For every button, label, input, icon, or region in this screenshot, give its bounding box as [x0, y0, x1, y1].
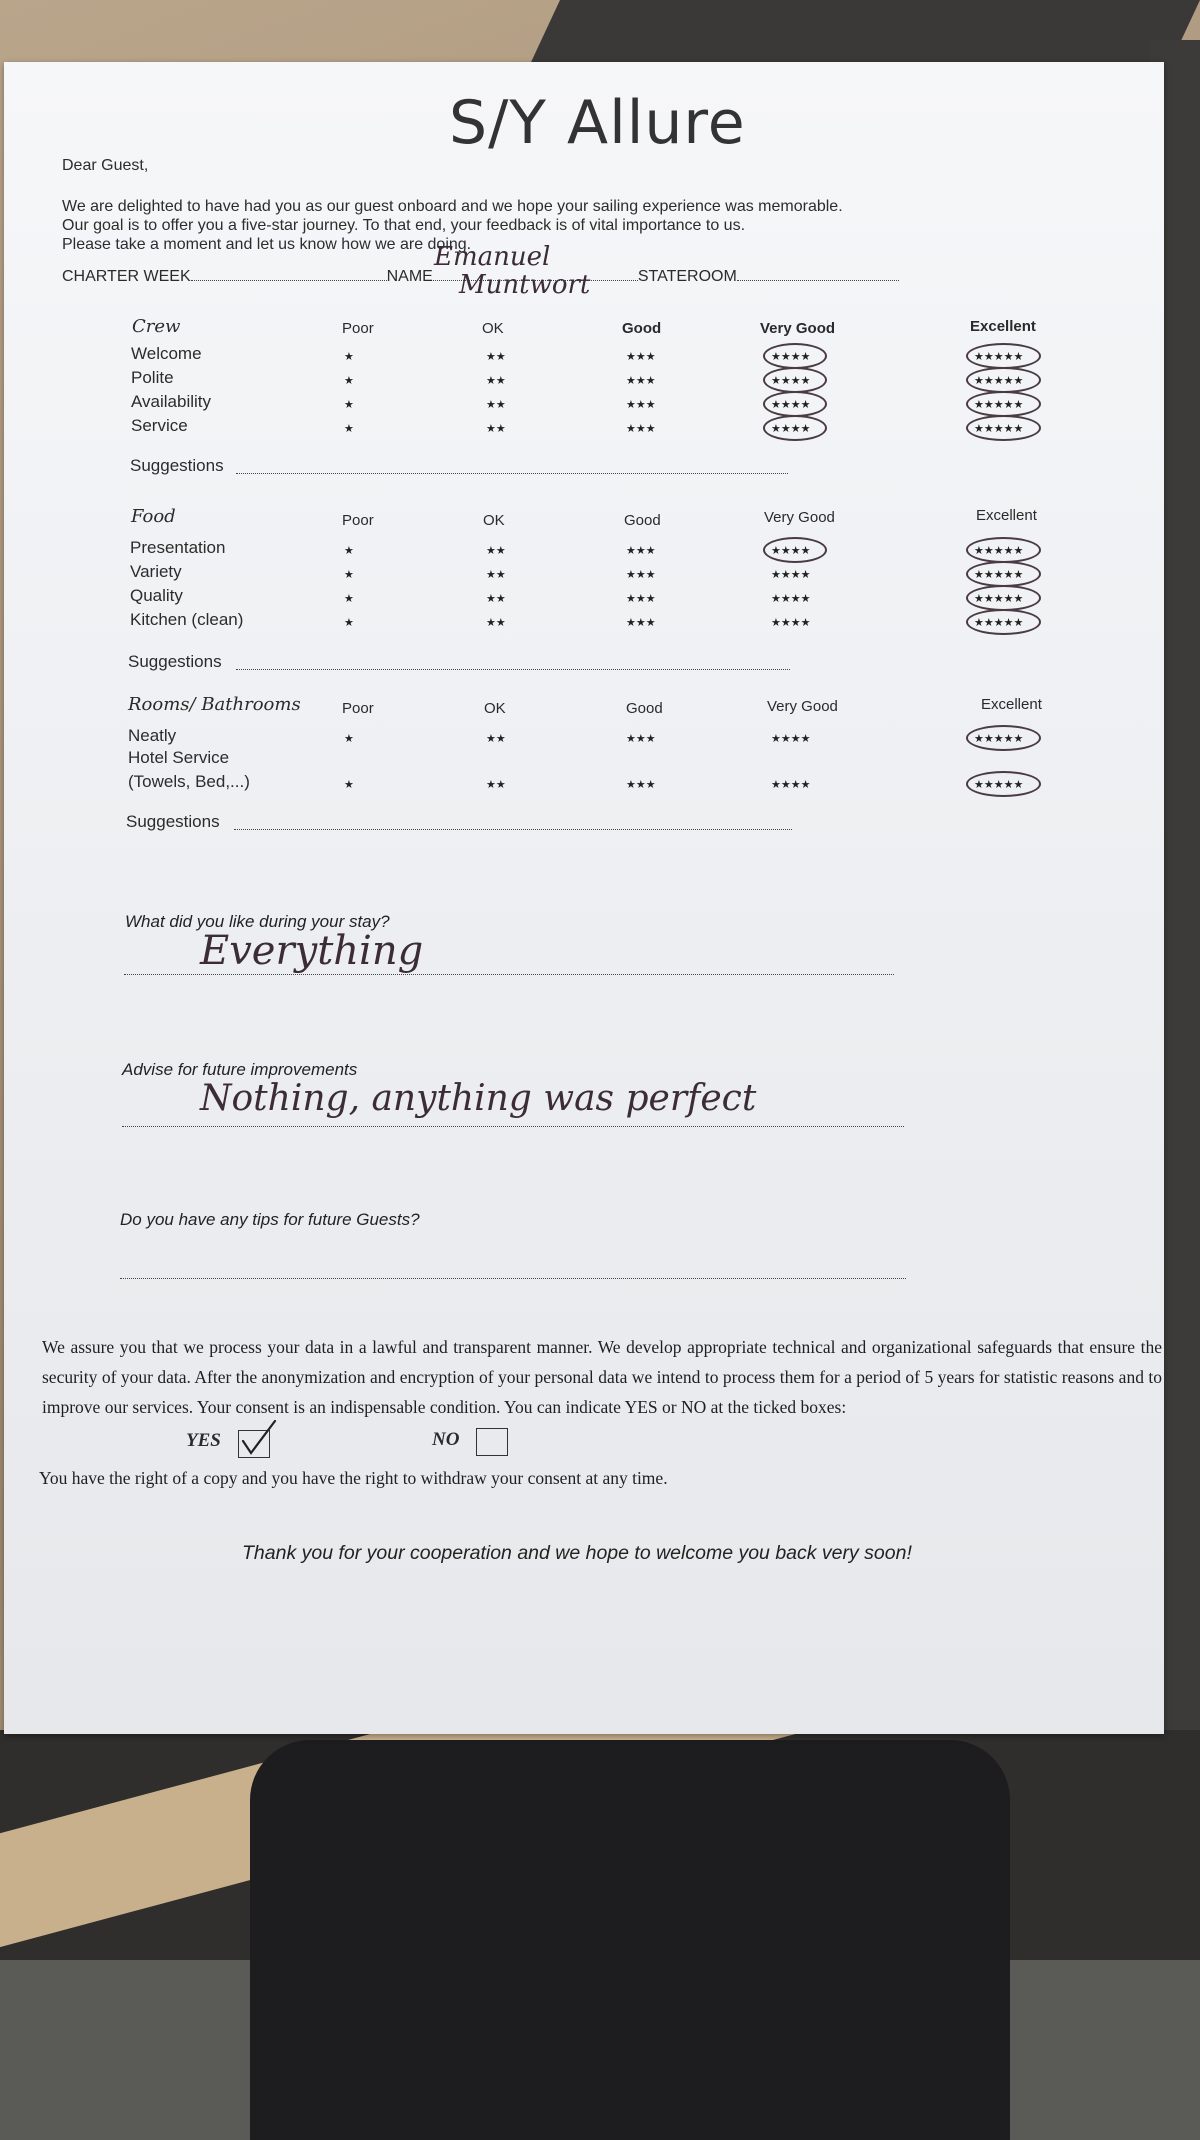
col-very-good: Very Good — [764, 509, 835, 526]
pen-circle-mark — [966, 771, 1041, 797]
col-very-good: Very Good — [760, 320, 836, 337]
charter-week-field[interactable] — [191, 268, 387, 281]
rating-option-ok[interactable]: ★★ — [486, 617, 506, 629]
row-label-availability: Availability — [131, 392, 212, 411]
rating-option-poor[interactable]: ★ — [344, 351, 354, 363]
row-label-service: Service — [131, 416, 188, 435]
rating-option-excellent[interactable]: ★★★★★ — [974, 733, 1024, 745]
consent-no-checkbox[interactable] — [476, 1428, 508, 1456]
intro-line-3: Please take a moment and let us know how we are doing. — [62, 236, 472, 253]
row-label-polite: Polite — [131, 368, 174, 387]
answer-improvements: Nothing, anything was perfect — [200, 1078, 757, 1119]
col-excellent: Excellent — [970, 318, 1036, 335]
rating-option-very-good[interactable]: ★★★★ — [771, 733, 811, 745]
col-ok: OK — [483, 512, 505, 529]
person-legs — [250, 1740, 1010, 2140]
rating-option-excellent[interactable]: ★★★★★ — [974, 351, 1024, 363]
rating-option-poor[interactable]: ★ — [344, 569, 354, 581]
row-label-neatly: Neatly — [128, 726, 177, 745]
pen-circle-mark — [966, 367, 1041, 393]
food-suggestions-line[interactable] — [236, 657, 790, 670]
rating-option-ok[interactable]: ★★ — [486, 399, 506, 411]
rating-option-ok[interactable]: ★★ — [486, 545, 506, 557]
rating-option-good[interactable]: ★★★ — [626, 733, 656, 745]
row-label-welcome: Welcome — [131, 344, 202, 363]
rating-option-excellent[interactable]: ★★★★★ — [974, 569, 1024, 581]
crew-suggestions-line[interactable] — [236, 461, 788, 474]
rating-option-poor[interactable]: ★ — [344, 617, 354, 629]
rating-option-very-good[interactable]: ★★★★ — [771, 617, 811, 629]
form-title: S/Y Allure — [449, 88, 746, 158]
pen-circle-mark — [966, 537, 1041, 563]
col-very-good: Very Good — [767, 698, 838, 715]
charter-week-label: CHARTER WEEK — [62, 268, 191, 285]
section-heading-rooms: Rooms/ Bathrooms — [128, 694, 301, 715]
rating-option-very-good[interactable]: ★★★★ — [771, 399, 811, 411]
col-ok: OK — [482, 320, 504, 337]
pen-circle-mark — [966, 609, 1041, 635]
col-poor: Poor — [342, 700, 374, 717]
pen-circle-mark — [966, 585, 1041, 611]
rating-option-good[interactable]: ★★★ — [626, 545, 656, 557]
rooms-suggestions-line[interactable] — [234, 817, 792, 830]
rating-option-poor[interactable]: ★ — [344, 375, 354, 387]
col-ok: OK — [484, 700, 506, 717]
rating-option-excellent[interactable]: ★★★★★ — [974, 779, 1024, 791]
col-excellent: Excellent — [976, 507, 1037, 524]
intro-line-1: We are delighted to have had you as our guest onboard and we hope your sailing experience was memorable. — [62, 198, 843, 215]
pen-circle-mark — [966, 343, 1041, 369]
rating-option-ok[interactable]: ★★ — [486, 351, 506, 363]
rating-option-good[interactable]: ★★★ — [626, 423, 656, 435]
crew-suggestions-label: Suggestions — [130, 456, 224, 475]
checkmark-icon — [237, 1417, 281, 1457]
col-good: Good — [624, 512, 661, 529]
rating-option-ok[interactable]: ★★ — [486, 375, 506, 387]
rating-option-good[interactable]: ★★★ — [626, 375, 656, 387]
stateroom-field[interactable] — [737, 268, 899, 281]
section-heading-crew: Crew — [132, 316, 181, 337]
rating-option-excellent[interactable]: ★★★★★ — [974, 375, 1024, 387]
pen-circle-mark — [966, 725, 1041, 751]
row-label-quality: Quality — [130, 586, 183, 605]
row-label-hotel-service: Hotel Service — [128, 748, 230, 767]
rating-option-poor[interactable]: ★ — [344, 593, 354, 605]
rating-option-very-good[interactable]: ★★★★ — [771, 569, 811, 581]
pen-circle-mark — [966, 415, 1041, 441]
rating-option-ok[interactable]: ★★ — [486, 569, 506, 581]
pen-circle-mark — [763, 367, 827, 393]
pen-circle-mark — [966, 561, 1041, 587]
section-heading-food: Food — [131, 506, 176, 527]
rating-option-poor[interactable]: ★ — [344, 545, 354, 557]
rating-option-good[interactable]: ★★★ — [626, 569, 656, 581]
question-liked: What did you like during your stay? — [125, 912, 390, 931]
handwritten-name-line-1: Emanuel — [434, 242, 551, 272]
rating-option-poor[interactable]: ★ — [344, 423, 354, 435]
row-label-towels-bed: (Towels, Bed,...) — [128, 772, 250, 791]
rating-option-good[interactable]: ★★★ — [626, 351, 656, 363]
rating-option-very-good[interactable]: ★★★★ — [771, 423, 811, 435]
food-suggestions-label: Suggestions — [128, 652, 222, 671]
rating-option-very-good[interactable]: ★★★★ — [771, 593, 811, 605]
question-tips: Do you have any tips for future Guests? — [120, 1210, 420, 1229]
rating-option-poor[interactable]: ★ — [344, 733, 354, 745]
consent-no-label: NO — [432, 1429, 460, 1450]
handwritten-name-line-2: Muntwort — [459, 270, 591, 300]
stateroom-label: STATEROOM — [637, 268, 737, 285]
rating-option-excellent[interactable]: ★★★★★ — [974, 593, 1024, 605]
rating-option-ok[interactable]: ★★ — [486, 423, 506, 435]
row-label-variety: Variety — [130, 562, 182, 581]
row-label-kitchen: Kitchen (clean) — [130, 610, 244, 629]
consent-yes-label: YES — [186, 1430, 221, 1451]
name-label: NAME — [386, 268, 433, 285]
rating-option-ok[interactable]: ★★ — [486, 779, 506, 791]
col-excellent: Excellent — [981, 696, 1042, 713]
pen-circle-mark — [966, 391, 1041, 417]
intro-line-2: Our goal is to offer you a five-star journey. To that end, your feedback is of vital importance to us. — [62, 217, 746, 234]
pen-circle-mark — [763, 415, 827, 441]
rating-option-poor[interactable]: ★ — [344, 399, 354, 411]
consent-text: We assure you that we process your data in a lawful and transparent manner. We develop appropriate technical and organizational safeguards that ensure the security of your data. After the anonymization and encryption of your personal data we intend to process them for a period of 5 years for statistic reasons and to improve our services. Your consent is an indispensable condition. You can indicate YES or NO at the ticked boxes: — [42, 1337, 1162, 1417]
rating-option-excellent[interactable]: ★★★★★ — [974, 545, 1024, 557]
pen-circle-mark — [763, 537, 827, 563]
consent-rights-text: You have the right of a copy and you have the right to withdraw your consent at any time. — [39, 1468, 668, 1488]
rating-option-excellent[interactable]: ★★★★★ — [974, 617, 1024, 629]
answer-tips-line[interactable] — [120, 1266, 906, 1279]
rating-option-good[interactable]: ★★★ — [626, 399, 656, 411]
col-good: Good — [622, 320, 662, 337]
col-poor: Poor — [342, 512, 374, 529]
col-poor: Poor — [342, 320, 374, 337]
rating-option-good[interactable]: ★★★ — [626, 779, 656, 791]
answer-liked: Everything — [200, 928, 424, 974]
rating-option-very-good[interactable]: ★★★★ — [771, 779, 811, 791]
rating-option-very-good[interactable]: ★★★★ — [771, 375, 811, 387]
closing-message: Thank you for your cooperation and we hope to welcome you back very soon! — [242, 1542, 912, 1564]
greeting: Dear Guest, — [62, 157, 149, 174]
feedback-form-sheet — [4, 62, 1164, 1734]
rating-option-very-good[interactable]: ★★★★ — [771, 351, 811, 363]
pen-circle-mark — [763, 391, 827, 417]
rooms-suggestions-label: Suggestions — [126, 812, 220, 831]
consent-yes-checkbox[interactable] — [238, 1430, 270, 1458]
rating-option-good[interactable]: ★★★ — [626, 617, 656, 629]
col-good: Good — [626, 700, 663, 717]
rating-option-very-good[interactable]: ★★★★ — [771, 545, 811, 557]
rating-option-poor[interactable]: ★ — [344, 779, 354, 791]
row-label-presentation: Presentation — [130, 538, 226, 557]
rating-option-excellent[interactable]: ★★★★★ — [974, 423, 1024, 435]
rating-option-good[interactable]: ★★★ — [626, 593, 656, 605]
rating-option-ok[interactable]: ★★ — [486, 733, 506, 745]
rating-option-excellent[interactable]: ★★★★★ — [974, 399, 1024, 411]
question-improvements: Advise for future improvements — [122, 1060, 358, 1079]
rating-option-ok[interactable]: ★★ — [486, 593, 506, 605]
pen-circle-mark — [763, 343, 827, 369]
